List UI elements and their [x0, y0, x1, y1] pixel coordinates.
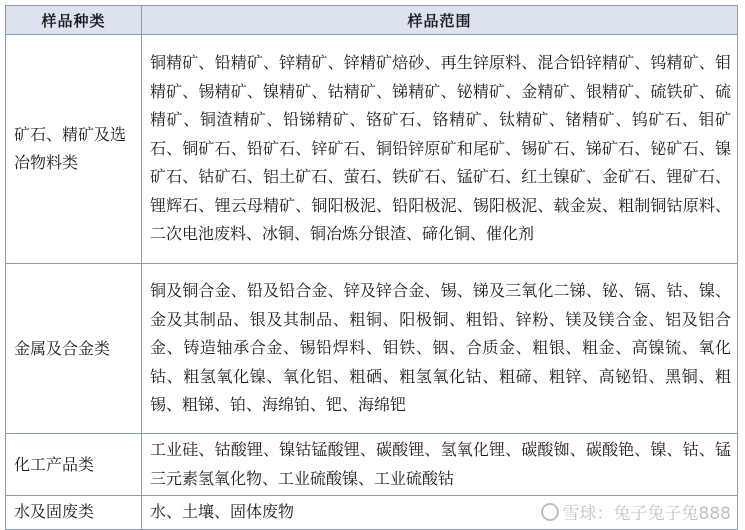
table-row	[6, 434, 738, 496]
table-row	[6, 35, 738, 264]
watermark-text: 雪球：兔子兔子兔888	[562, 504, 731, 524]
header-range: 样品范围	[142, 6, 738, 35]
row-range: 铜精矿、铅精矿、锌精矿、锌精矿焙砂、再生锌原料、混合铅锌精矿、钨精矿、钼精矿、锡精矿、镍精矿、钴精矿、锑精矿、铋精矿、金精矿、银精矿、硫铁矿、硫精矿、铜渣精矿、铅锑精矿、铬矿石、铬精矿、钛精矿、锗精矿、钨矿石、钼矿石、铜矿石、铅矿石、锌矿石、铜铅锌原矿和尾矿、锡矿石、锑矿石、铋矿石、镍矿石、钴矿石、铝土矿石、萤石、铁矿石、锰矿石、红土镍矿、金矿石、锂矿石、锂辉石、锂云母精矿、铜阳极泥、铅阳极泥、锡阳极泥、载金炭、粗制铜钴原料、二次电池废料、冰铜、铜冶炼分银渣、碲化铜、催化剂	[142, 35, 738, 264]
row-category: 化工产品类	[6, 434, 142, 496]
row-category: 金属及合金类	[6, 264, 142, 434]
row-category: 矿石、精矿及选冶物料类	[6, 35, 142, 264]
sample-scope-table	[5, 5, 738, 530]
row-category: 水及固废类	[6, 496, 142, 530]
header-category: 样品种类	[6, 6, 142, 35]
row-range: 水、土壤、固体废物	[142, 496, 738, 530]
table-header-row	[6, 6, 738, 35]
row-range: 铜及铜合金、铅及铅合金、锌及锌合金、锡、锑及三氧化二锑、铋、镉、钴、镍、金及其制品、银及其制品、粗铜、阳极铜、粗铅、锌粉、镁及镁合金、铝及铝合金、铸造轴承合金、锡铅焊料、钼铁、铟、合质金、粗银、粗金、高镍锍、氧化钴、粗氢氧化镍、氧化铝、粗硒、粗氢氧化钴、粗碲、粗锌、高铋铅、黑铜、粗锡、粗锑、铂、海绵铂、钯、海绵钯	[142, 264, 738, 434]
table-row	[6, 264, 738, 434]
row-range: 工业硅、钴酸锂、镍钴锰酸锂、碳酸锂、氢氧化锂、碳酸铷、碳酸铯、镍、钴、锰三元素氢氧化物、工业硫酸镍、工业硫酸钴	[142, 434, 738, 496]
table-row	[6, 496, 738, 530]
